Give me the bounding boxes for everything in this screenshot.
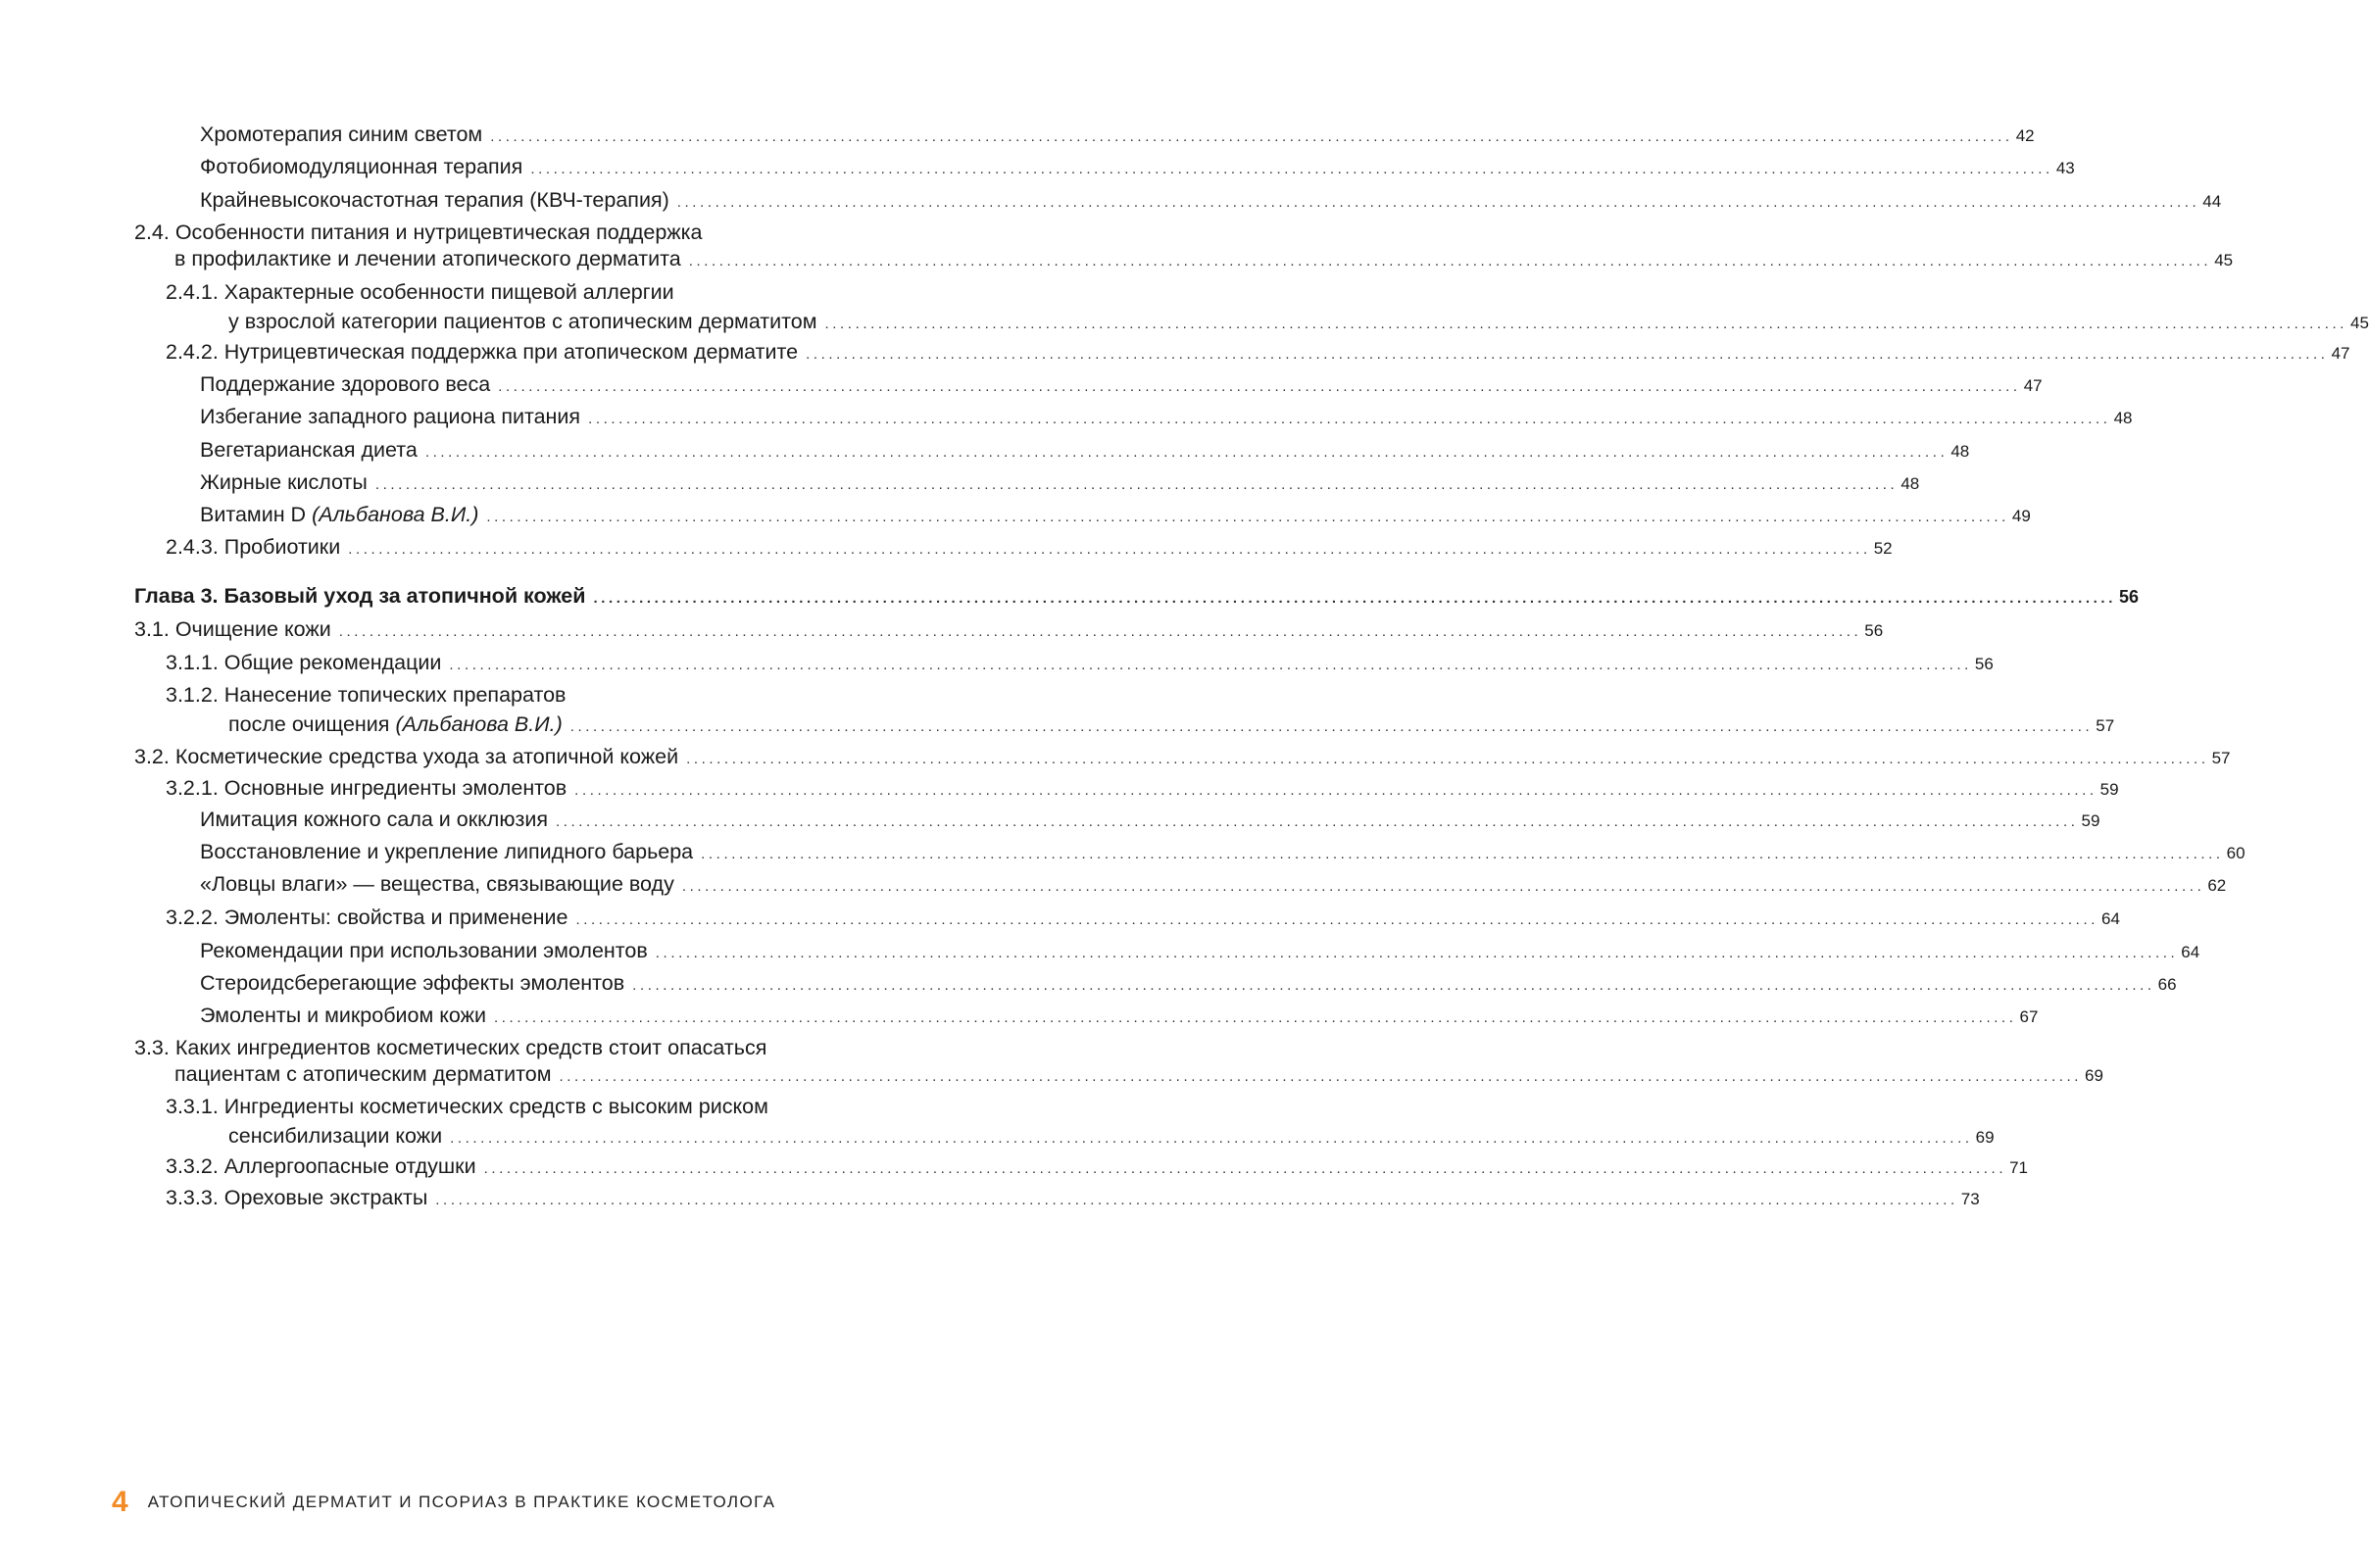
toc-entry-title: Рекомендации при использовании эмолентов (200, 939, 648, 962)
toc-entry-title: Фотобиомодуляционная терапия (200, 155, 523, 178)
toc-entry-title: Хромотерапия синим светом (200, 122, 483, 146)
toc-entry-title: сенсибилизации кожи (228, 1124, 443, 1148)
toc-page-number: 69 (2085, 1066, 2103, 1085)
toc-entry-title: Имитация кожного сала и окклюзия (200, 808, 548, 831)
toc-page-number: 60 (2226, 844, 2246, 862)
dot-leader: ........................................................................................................................................................................................................ (490, 128, 2013, 145)
dot-leader: ........................................................................................................................................................................................................ (559, 1068, 2083, 1085)
toc-entry-title: 3.2.1. Основные ингредиенты эмолентов (166, 776, 568, 800)
dot-leader: ........................................................................................................................................................................................................ (655, 945, 2179, 961)
dot-leader: ........................................................................................................................................................................................................ (806, 346, 2329, 363)
toc-page-number: 48 (1900, 474, 1920, 493)
toc-entry-title: 2.4.2. Нутрицевтическая поддержка при атопическом дерматите (166, 340, 799, 364)
toc-entry-title: 2.4. Особенности питания и нутрицевтическая поддержка (134, 220, 703, 244)
dot-leader: ........................................................................................................................................................................................................ (498, 378, 2021, 395)
toc-entry-title: у взрослой категории пациентов с атопическим дерматитом (228, 310, 817, 333)
toc-entry-title: Витамин D (200, 503, 307, 526)
dot-leader: ........................................................................................................................................................................................................ (824, 316, 2347, 332)
toc-entry-title: Избегание западного рациона питания (200, 405, 581, 428)
dot-leader: ........................................................................................................................................................................................................ (701, 846, 2224, 862)
toc-entry-title: 3.1.2. Нанесение топических препаратов (166, 683, 567, 707)
dot-leader: ........................................................................................................................................................................................................ (450, 1130, 1973, 1147)
toc-entry-title: 3.3.3. Ореховые экстракты (166, 1186, 428, 1209)
toc-entry-title: Поддержание здорового веса (200, 372, 491, 396)
toc-page-number: 66 (2157, 975, 2177, 994)
dot-leader: ........................................................................................................................................................................................................ (374, 476, 1899, 493)
toc-page-number: 42 (2015, 126, 2035, 145)
toc-entry-title: после очищения (228, 712, 390, 736)
toc-page-number: 47 (2023, 376, 2043, 395)
dot-leader: ........................................................................................................................................................................................................ (449, 657, 1972, 673)
dot-leader: ........................................................................................................................................................................................................ (530, 161, 2053, 177)
dot-leader: ........................................................................................................................................................................................................ (483, 1160, 2007, 1177)
toc-entry-title: Глава 3. Базовый уход за атопичной кожей (134, 584, 586, 608)
dot-leader: ........................................................................................................................................................................................................ (574, 782, 2098, 799)
dot-leader: ........................................................................................................................................................................................................ (435, 1192, 1958, 1208)
toc-page-number: 56 (1974, 655, 1994, 673)
toc-page-number: 49 (2011, 507, 2031, 525)
toc-page-number: 64 (2181, 943, 2200, 961)
dot-leader: ........................................................................................................................................................................................................ (486, 509, 2009, 525)
toc-entry-author: (Альбанова В.И.) (312, 503, 479, 526)
toc-entry-title: «Ловцы влаги» — вещества, связывающие воду (200, 872, 674, 896)
toc-entry-title: 2.4.3. Пробиотики (166, 535, 341, 559)
toc-page-number: 45 (2214, 251, 2234, 270)
dot-leader: ........................................................................................................................................................................................................ (338, 623, 1862, 640)
toc-page-number: 47 (2331, 344, 2350, 363)
toc-page-number: 56 (2118, 587, 2139, 607)
toc-page-number: 48 (1950, 442, 1970, 461)
page-number: 4 (112, 1486, 128, 1518)
toc-entry-title: Жирные кислоты (200, 470, 368, 494)
toc-entry-title: 3.2.2. Эмоленты: свойства и применение (166, 906, 568, 929)
toc-entry-title: Крайневысокочастотная терапия (КВЧ-терапия) (200, 188, 669, 212)
toc-entry-title: Восстановление и укрепление липидного барьера (200, 840, 694, 863)
dot-leader: ........................................................................................................................................................................................................ (569, 718, 2094, 735)
dot-leader: ........................................................................................................................................................................................................ (632, 977, 2155, 994)
toc-page-number: 62 (2207, 876, 2227, 895)
toc-entry-title: Эмоленты и микробиом кожи (200, 1004, 487, 1027)
toc-entry-title: 3.3.1. Ингредиенты косметических средств с высоким риском (166, 1095, 768, 1118)
running-title: АТОПИЧЕСКИЙ ДЕРМАТИТ И ПСОРИАЗ В ПРАКТИКЕ КОСМЕТОЛОГА (147, 1493, 776, 1511)
toc-page-number: 71 (2009, 1158, 2029, 1177)
dot-leader: ........................................................................................................................................................................................................ (588, 411, 2111, 427)
dot-leader: ........................................................................................................................................................................................................ (593, 590, 2116, 607)
dot-leader: ........................................................................................................................................................................................................ (555, 813, 2079, 830)
toc-page-number: 59 (2081, 811, 2100, 830)
dot-leader: ........................................................................................................................................................................................................ (688, 253, 2212, 270)
toc-entry-title: 3.2. Косметические средства ухода за атопичной кожей (134, 745, 679, 768)
dot-leader: ........................................................................................................................................................................................................ (676, 194, 2200, 211)
toc-page-number: 56 (1864, 621, 1884, 640)
toc-page-number: 45 (2350, 314, 2369, 332)
toc-page-number: 43 (2055, 159, 2075, 177)
dot-leader: ........................................................................................................................................................................................................ (494, 1009, 2017, 1026)
toc-page-number: 48 (2113, 409, 2133, 427)
toc-page-number: 57 (2211, 749, 2231, 767)
toc-page-number: 59 (2099, 780, 2119, 799)
dot-leader: ........................................................................................................................................................................................................ (348, 541, 1871, 558)
toc-entry-title: 3.1.1. Общие рекомендации (166, 651, 442, 674)
dot-leader: ........................................................................................................................................................................................................ (424, 444, 1949, 461)
toc-entry-title: 3.3. Каких ингредиентов косметических средств стоит опасаться (134, 1036, 767, 1059)
toc-page-number: 73 (1960, 1190, 1980, 1208)
toc-page-number: 52 (1873, 539, 1893, 558)
toc-page-number: 44 (2202, 192, 2222, 211)
toc-entry-title: Вегетарианская диета (200, 438, 418, 462)
page-footer (112, 1488, 775, 1517)
toc-page-number: 57 (2096, 716, 2115, 735)
dot-leader: ........................................................................................................................................................................................................ (575, 911, 2098, 928)
toc-entry-title: 3.1. Очищение кожи (134, 617, 331, 641)
toc-page-number: 69 (1975, 1128, 1995, 1147)
toc-entry-title: пациентам с атопическим дерматитом (174, 1062, 552, 1086)
toc-entry-title: Стероидсберегающие эффекты эмолентов (200, 971, 625, 995)
toc-entry-title: в профилактике и лечении атопического дерматита (174, 247, 681, 270)
toc-entry-title: 2.4.1. Характерные особенности пищевой аллергии (166, 280, 674, 304)
toc-entry-author: (Альбанова В.И.) (395, 712, 563, 736)
dot-leader: ........................................................................................................................................................................................................ (686, 751, 2209, 767)
toc-page-number: 64 (2100, 909, 2120, 928)
dot-leader: ........................................................................................................................................................................................................ (681, 878, 2205, 895)
toc-entry-title: 3.3.2. Аллергоопасные отдушки (166, 1154, 476, 1178)
toc-page-number: 67 (2019, 1007, 2039, 1026)
